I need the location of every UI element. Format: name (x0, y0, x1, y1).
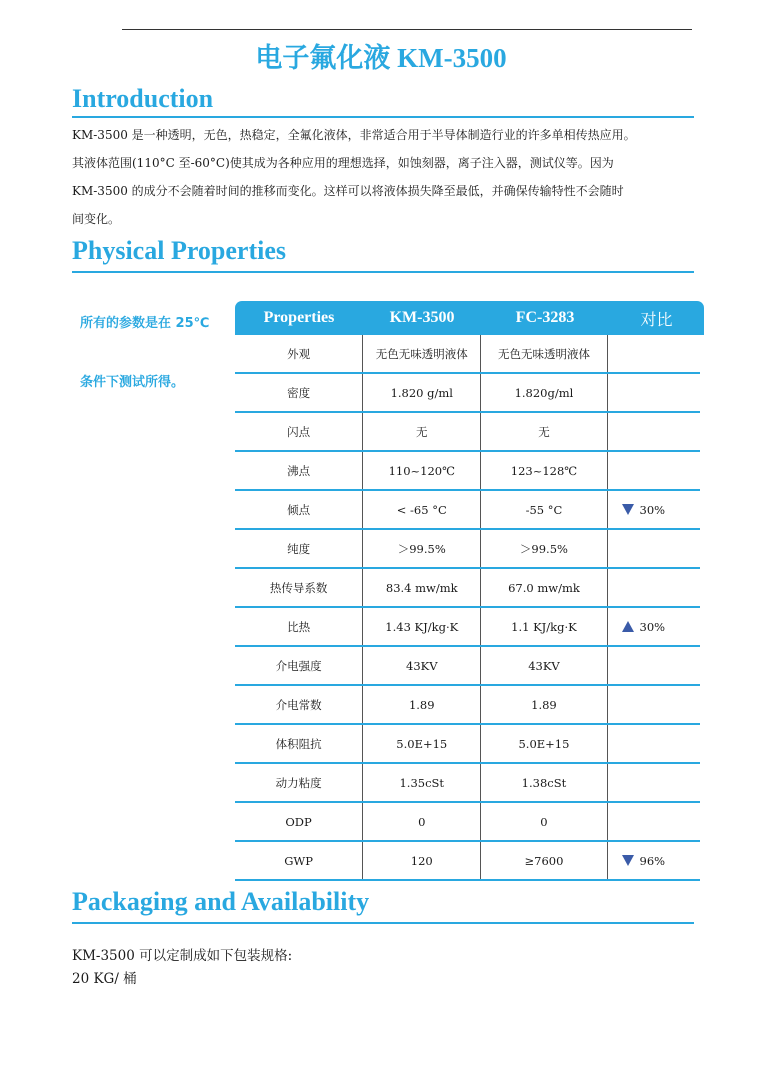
property-name-cell: 介电常数 (235, 686, 363, 723)
comparison-cell (608, 608, 700, 645)
comparison-cell (608, 764, 700, 801)
triangle-down-icon (622, 855, 634, 866)
comparison-cell (608, 842, 700, 879)
km-3500-value-cell: 120 (363, 842, 481, 879)
intro-line: KM-3500 的成分不会随着时间的推移而变化。这样可以将液体损失降至最低，并确保传输特性不会随时 (72, 184, 624, 198)
test-condition-note-2: 条件下测试所得。 (80, 375, 185, 390)
property-name-cell: 倾点 (235, 491, 363, 528)
km-3500-value-cell: 1.820 g/ml (363, 374, 481, 411)
fc-3283-value-cell: 0 (481, 803, 607, 840)
fc-3283-value-cell: ＞99.5% (481, 530, 607, 567)
km-3500-value-cell: 0 (363, 803, 481, 840)
table-row (235, 569, 700, 608)
introduction-heading: Introduction (72, 84, 214, 113)
table-row (235, 725, 700, 764)
fc-3283-value-cell: 123~128℃ (481, 452, 607, 489)
properties-table (235, 335, 700, 881)
comparison-cell (608, 452, 700, 489)
packaging-rule (72, 922, 694, 924)
table-row (235, 686, 700, 725)
fc-3283-value-cell: 67.0 mw/mk (481, 569, 607, 606)
header-comparison: 对比 (640, 309, 673, 329)
km-3500-value-cell: 110~120℃ (363, 452, 481, 489)
document-title: 电子氟化液 KM-3500 (255, 43, 507, 73)
km-3500-value-cell: 1.43 KJ/kg·K (363, 608, 481, 645)
intro-line: 间变化。 (72, 212, 121, 226)
packaging-line: 20 KG/ 桶 (72, 971, 137, 987)
top-rule (122, 29, 692, 30)
property-name-cell: 动力粘度 (235, 764, 363, 801)
property-name-cell: 比热 (235, 608, 363, 645)
comparison-cell (608, 647, 700, 684)
comparison-value: 30% (639, 619, 666, 634)
table-row (235, 491, 700, 530)
property-name-cell: GWP (235, 842, 363, 879)
intro-line: KM-3500 是一种透明，无色，热稳定，全氟化液体，非常适合用于半导体制造行业的许多单相传热应用。 (72, 128, 636, 142)
comparison-cell (608, 725, 700, 762)
triangle-down-icon (622, 504, 634, 515)
table-row (235, 413, 700, 452)
header-km-3500: KM-3500 (389, 309, 455, 326)
table-row (235, 647, 700, 686)
comparison-cell (608, 686, 700, 723)
properties-table-header (235, 301, 704, 335)
km-3500-value-cell: 1.89 (363, 686, 481, 723)
physical-properties-rule (72, 271, 694, 273)
physical-properties-heading: Physical Properties (72, 236, 286, 265)
property-name-cell: 沸点 (235, 452, 363, 489)
km-3500-value-cell: 1.35cSt (363, 764, 481, 801)
fc-3283-value-cell: 无色无味透明液体 (481, 335, 607, 372)
table-row (235, 608, 700, 647)
fc-3283-value-cell: 5.0E+15 (481, 725, 607, 762)
fc-3283-value-cell: 1.820g/ml (481, 374, 607, 411)
packaging-text (72, 945, 292, 991)
comparison-cell (608, 530, 700, 567)
fc-3283-value-cell: ≥7600 (481, 842, 607, 879)
packaging-heading: Packaging and Availability (72, 887, 370, 916)
test-condition-note: 所有的参数是在 25℃ (80, 316, 210, 331)
fc-3283-value-cell: 1.1 KJ/kg·K (481, 608, 607, 645)
km-3500-value-cell: 无色无味透明液体 (363, 335, 481, 372)
property-name-cell: 热传导系数 (235, 569, 363, 606)
comparison-cell (608, 335, 700, 372)
fc-3283-value-cell: 1.38cSt (481, 764, 607, 801)
comparison-cell (608, 569, 700, 606)
property-name-cell: ODP (235, 803, 363, 840)
header-fc-3283: FC-3283 (515, 309, 575, 326)
fc-3283-value-cell: 43KV (481, 647, 607, 684)
fc-3283-value-cell: -55 °C (481, 491, 607, 528)
table-row (235, 374, 700, 413)
introduction-text (72, 121, 697, 233)
property-name-cell: 外观 (235, 335, 363, 372)
property-name-cell: 闪点 (235, 413, 363, 450)
comparison-cell (608, 803, 700, 840)
km-3500-value-cell: 83.4 mw/mk (363, 569, 481, 606)
km-3500-value-cell: 无 (363, 413, 481, 450)
property-name-cell: 介电强度 (235, 647, 363, 684)
fc-3283-value-cell: 无 (481, 413, 607, 450)
table-row (235, 803, 700, 842)
introduction-rule (72, 116, 694, 118)
fc-3283-value-cell: 1.89 (481, 686, 607, 723)
packaging-line: KM-3500 可以定制成如下包装规格: (72, 948, 293, 964)
header-properties: Properties (263, 309, 335, 326)
km-3500-value-cell: ＞99.5% (363, 530, 481, 567)
comparison-cell (608, 491, 700, 528)
km-3500-value-cell: 43KV (363, 647, 481, 684)
property-name-cell: 密度 (235, 374, 363, 411)
comparison-value: 30% (639, 502, 666, 517)
km-3500-value-cell: 5.0E+15 (363, 725, 481, 762)
comparison-value: 96% (639, 853, 666, 868)
table-row (235, 335, 700, 374)
property-name-cell: 体积阻抗 (235, 725, 363, 762)
comparison-cell (608, 413, 700, 450)
km-3500-value-cell: < -65 °C (363, 491, 481, 528)
property-name-cell: 纯度 (235, 530, 363, 567)
table-row (235, 842, 700, 881)
comparison-cell (608, 374, 700, 411)
triangle-up-icon (622, 621, 634, 632)
table-row (235, 764, 700, 803)
table-row (235, 530, 700, 569)
intro-line: 其液体范围(110°C 至-60°C)使其成为各种应用的理想选择，如蚀刻器，离子注入器，测试仪等。因为 (72, 156, 614, 170)
table-row (235, 452, 700, 491)
